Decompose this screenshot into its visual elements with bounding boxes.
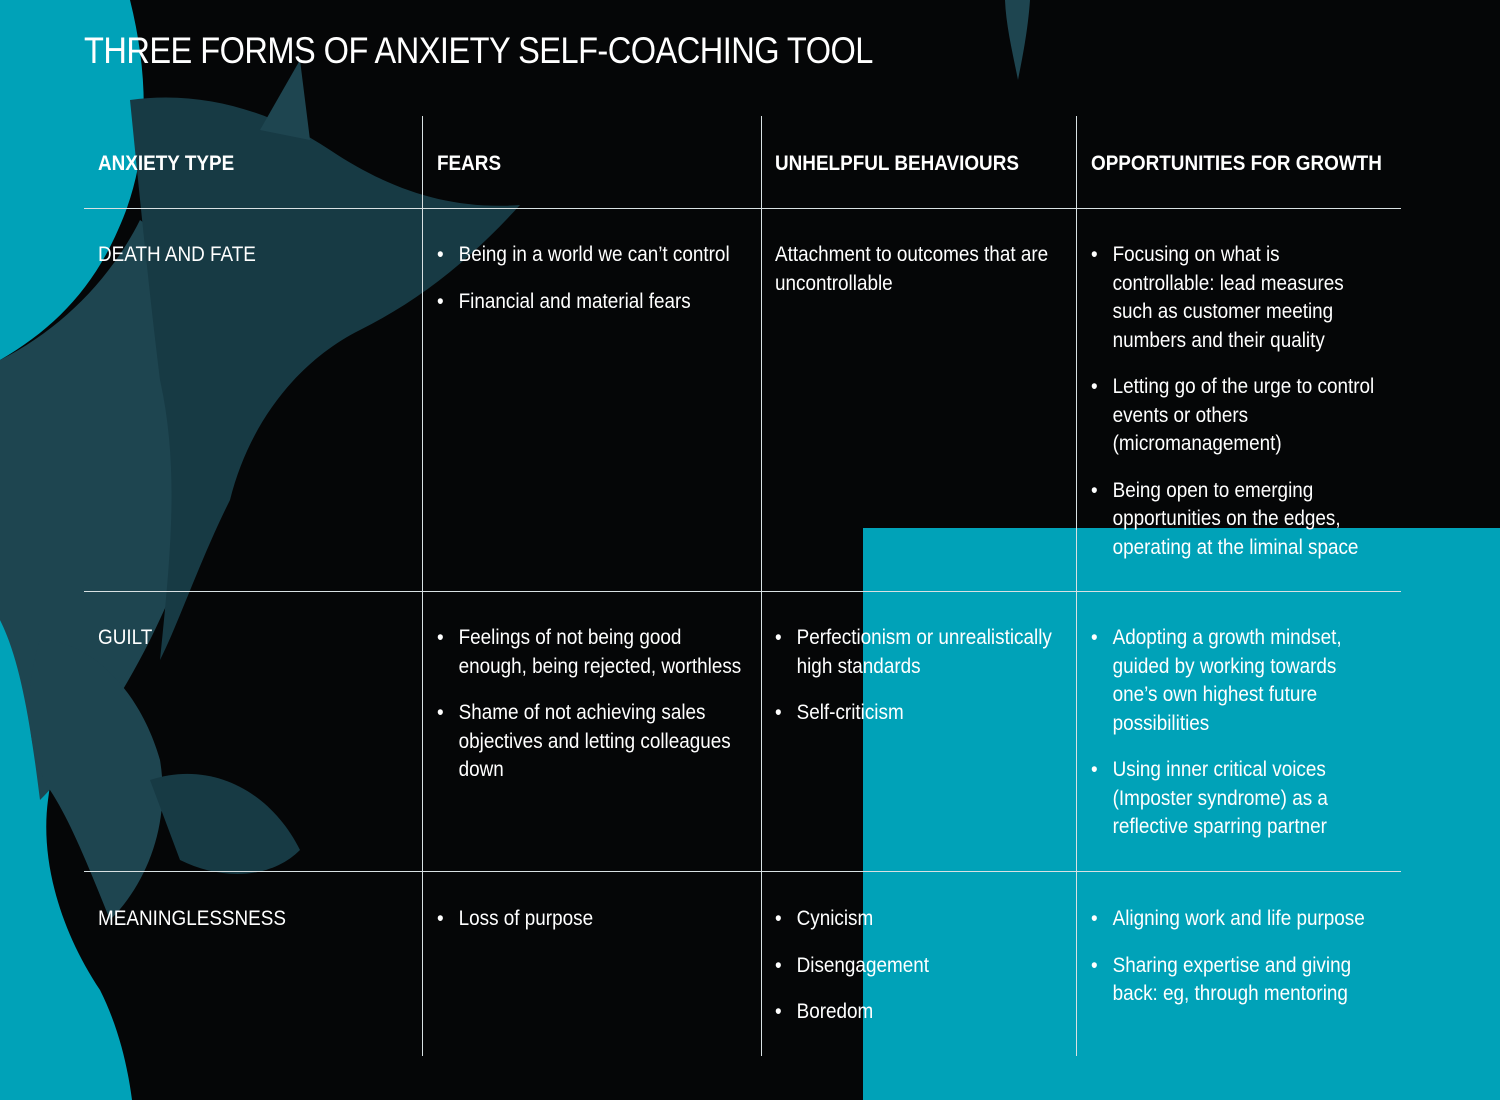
list-item: • Being in a world we can’t control [437, 243, 730, 266]
anxiety-type-meaninglessness: MEANINGLESSNESS [98, 907, 287, 930]
column-divider [761, 116, 762, 1056]
growth-meaninglessness [1091, 905, 1375, 1027]
list-item: • Shame of not achieving sales objectives and letting colleagues down [437, 701, 731, 781]
list-item: • Perfectionism or unrealistically high standards [775, 626, 1052, 678]
row-divider [84, 208, 1401, 209]
page-title: THREE FORMS OF ANXIETY SELF-COACHING TOOL [84, 30, 873, 71]
header-unhelpful-behaviours: UNHELPFUL BEHAVIOURS [775, 152, 1019, 175]
list-item: • Focusing on what is controllable: lead measures such as customer meeting numbers and their quality [1091, 243, 1344, 352]
row-divider [84, 871, 1401, 872]
fears-death-and-fate [437, 241, 752, 334]
behaviours-death-and-fate: Attachment to outcomes that are uncontrollable [775, 243, 1049, 295]
list-item: • Cynicism [775, 907, 874, 930]
list-item: • Being open to emerging opportunities on the edges, operating at the liminal space [1091, 478, 1359, 559]
list-item: • Using inner critical voices (Imposter syndrome) as a reflective sparring partner [1091, 758, 1328, 838]
row-divider [84, 591, 1401, 592]
list-item: • Aligning work and life purpose [1091, 907, 1365, 930]
list-item: • Financial and material fears [437, 289, 691, 313]
list-item: • Disengagement [775, 953, 929, 977]
fears-meaninglessness [437, 905, 748, 952]
behaviours-guilt [775, 624, 1059, 746]
list-item: • Sharing expertise and giving back: eg, through mentoring [1091, 953, 1352, 1005]
list-item: • Boredom [775, 1000, 874, 1023]
header-opportunities-for-growth: OPPORTUNITIES FOR GROWTH [1091, 152, 1382, 175]
header-fears: FEARS [437, 152, 502, 175]
anxiety-type-guilt: GUILT [98, 626, 153, 649]
growth-death-and-fate [1091, 241, 1375, 580]
list-item: • Letting go of the urge to control events or others (micromanagement) [1091, 375, 1375, 455]
list-item: • Adopting a growth mindset, guided by working towards one’s own highest future possibilities [1091, 626, 1342, 735]
column-divider [422, 116, 423, 1056]
header-anxiety-type: ANXIETY TYPE [98, 152, 235, 175]
anxiety-type-death-and-fate: DEATH AND FATE [98, 243, 256, 266]
growth-guilt [1091, 624, 1375, 860]
list-item: • Loss of purpose [437, 907, 594, 930]
column-divider [1076, 116, 1077, 1056]
fears-guilt [437, 624, 748, 803]
list-item: • Self-criticism [775, 701, 904, 724]
list-item: • Feelings of not being good enough, being rejected, worthless [437, 626, 742, 678]
behaviours-meaninglessness [775, 905, 1059, 1045]
